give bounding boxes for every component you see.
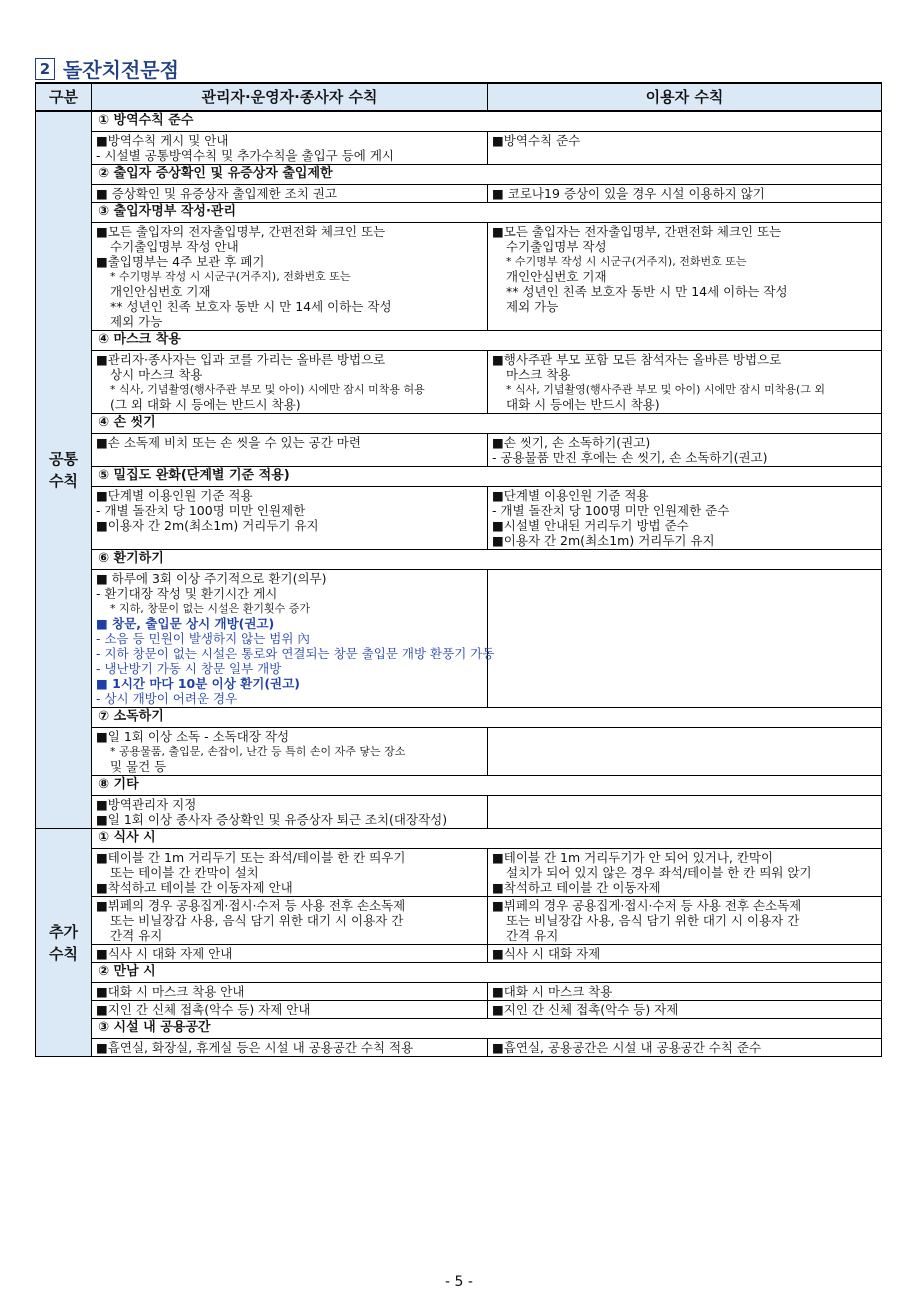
user-rule-cell: [488, 1001, 882, 1019]
rule-line: 수기출입명부 작성 안내: [110, 239, 239, 254]
rule-line: ■이용자 간 2m(최소1m) 거리두기 유지: [492, 533, 715, 548]
rule-line: ■뷔페의 경우 공용집게·접시·수저 등 사용 전후 손소독제: [492, 898, 802, 913]
user-rule-cell: [488, 849, 882, 897]
rule-line: * 지하, 창문이 없는 시설은 환기횟수 증가: [110, 602, 310, 615]
rule-line: ■모든 출입자는 전자출입명부, 간편전화 체크인 또는: [492, 224, 782, 239]
rule-line: 수기출입명부 작성: [506, 239, 607, 254]
rule-line: 간격 유지: [110, 928, 163, 943]
manager-rule-cell: [92, 1001, 488, 1019]
rule-line: ■ 창문, 출입문 상시 개방(권고): [96, 616, 275, 631]
section-row: [36, 829, 882, 849]
rule-line: 대화 시 등에는 반드시 착용): [506, 397, 660, 412]
user-rule-cell: [488, 728, 882, 776]
rule-line: ■일 1회 이상 소독 - 소독대장 작성: [96, 729, 290, 744]
rule-line: - 상시 개방이 어려운 경우: [96, 691, 238, 706]
user-rule-cell: [488, 983, 882, 1001]
user-rule-cell: [488, 132, 882, 165]
section-title-text: 돌잔치전문점: [63, 58, 179, 82]
category-cell: [36, 829, 92, 1057]
rule-line: ■ 하루에 3회 이상 주기적으로 환기(의무): [96, 571, 327, 586]
rule-line: ■이용자 간 2m(최소1m) 거리두기 유지: [96, 518, 319, 533]
user-rule-cell: [488, 945, 882, 963]
section-heading: ② 만남 시: [92, 963, 882, 983]
rule-line: ■단계별 이용인원 기준 적용: [96, 488, 253, 503]
category-label: 추가: [49, 922, 78, 941]
rules-table: [35, 82, 882, 1057]
rule-line: 또는 테이블 간 칸막이 설치: [110, 865, 259, 880]
rule-line: - 시설별 공통방역수칙 및 추가수칙을 출입구 등에 게시: [96, 148, 394, 163]
rule-line: ■손 소독제 비치 또는 손 씻을 수 있는 공간 마련: [96, 435, 361, 450]
manager-rule-cell: [92, 728, 488, 776]
rule-line: ■대화 시 마스크 착용: [492, 984, 613, 999]
section-heading: ④ 마스크 착용: [92, 331, 882, 351]
section-row: [36, 550, 882, 570]
user-rule-cell: [488, 570, 882, 708]
section-row: [36, 331, 882, 351]
section-number-box: 2: [35, 58, 55, 80]
section-row: [36, 467, 882, 487]
rule-row: [36, 728, 882, 776]
rule-line: ■방역관리자 지정: [96, 797, 197, 812]
rule-row: [36, 796, 882, 829]
rule-row: [36, 487, 882, 550]
rule-line: 제외 가능: [506, 299, 559, 314]
header-manager-rules: 관리자·운영자·종사자 수칙: [92, 83, 488, 111]
manager-rule-cell: [92, 796, 488, 829]
section-row: [36, 963, 882, 983]
rule-line: ■단계별 이용인원 기준 적용: [492, 488, 649, 503]
manager-rule-cell: [92, 1039, 488, 1057]
rule-line: 간격 유지: [506, 928, 559, 943]
rule-line: ■모든 출입자의 전자출입명부, 간편전화 체크인 또는: [96, 224, 386, 239]
user-rule-cell: [488, 185, 882, 203]
rule-row: [36, 983, 882, 1001]
rule-line: ■대화 시 마스크 착용 안내: [96, 984, 245, 999]
rule-row: [36, 132, 882, 165]
rule-line: 상시 마스크 착용: [110, 367, 203, 382]
rule-line: ■ 증상확인 및 유증상자 출입제한 조치 권고: [96, 186, 337, 201]
rule-line: - 소음 등 민원이 발생하지 않는 범위 內: [96, 631, 310, 646]
section-heading: ④ 손 씻기: [92, 414, 882, 434]
rule-line: 및 물건 등: [110, 759, 167, 774]
rule-line: 또는 비닐장갑 사용, 음식 담기 위한 대기 시 이용자 간: [506, 913, 800, 928]
rule-line: ■흡연실, 화장실, 휴게실 등은 시설 내 공용공간 수칙 적용: [96, 1040, 414, 1055]
user-rule-cell: [488, 1039, 882, 1057]
user-rule-cell: [488, 434, 882, 467]
rule-line: ■식사 시 대화 자제 안내: [96, 946, 233, 961]
rule-row: [36, 351, 882, 414]
user-rule-cell: [488, 487, 882, 550]
rule-row: [36, 897, 882, 945]
category-label: 수칙: [49, 472, 78, 490]
user-rule-cell: [488, 223, 882, 331]
rule-line: * 공용물품, 출입문, 손잡이, 난간 등 특히 손이 자주 닿는 장소: [110, 745, 406, 758]
section-heading: ① 식사 시: [92, 829, 882, 849]
category-cell: [36, 111, 92, 829]
rule-row: [36, 223, 882, 331]
rule-row: [36, 849, 882, 897]
category-label: 공통: [49, 450, 78, 468]
category-label: 수칙: [49, 944, 78, 963]
rule-line: ■ 코로나19 증상이 있을 경우 시설 이용하지 않기: [492, 186, 765, 201]
rule-line: ■손 씻기, 손 소독하기(권고): [492, 435, 651, 450]
rule-line: 개인안심번호 기재: [110, 284, 211, 299]
section-heading: ⑦ 소독하기: [92, 708, 882, 728]
section-heading: ③ 출입자명부 작성·관리: [92, 203, 882, 223]
page-number: - 5 -: [445, 1274, 473, 1290]
section-heading: ⑤ 밀집도 완화(단계별 기준 적용): [92, 467, 882, 487]
rule-line: ■출입명부는 4주 보관 후 폐기: [96, 254, 265, 269]
rule-line: 또는 비닐장갑 사용, 음식 담기 위한 대기 시 이용자 간: [110, 913, 404, 928]
section-row: [36, 1019, 882, 1039]
rule-line: ■테이블 간 1m 거리두기 또는 좌석/테이블 한 칸 띄우기: [96, 850, 406, 865]
manager-rule-cell: [92, 487, 488, 550]
rule-line: 제외 가능: [110, 314, 163, 329]
rule-line: ■착석하고 테이블 간 이동자제 안내: [96, 880, 293, 895]
rule-line: ■흡연실, 공용공간은 시설 내 공용공간 수칙 준수: [492, 1040, 762, 1055]
manager-rule-cell: [92, 897, 488, 945]
rule-line: * 수기명부 작성 시 시군구(거주지), 전화번호 또는: [506, 255, 747, 268]
header-category: 구분: [36, 83, 92, 111]
rule-line: ■행사주관 부모 포함 모든 참석자는 올바른 방법으로: [492, 352, 782, 367]
rule-line: ■일 1회 이상 종사자 증상확인 및 유증상자 퇴근 조치(대장작성): [96, 812, 448, 827]
manager-rule-cell: [92, 185, 488, 203]
rule-line: - 환기대장 작성 및 환기시간 게시: [96, 586, 278, 601]
manager-rule-cell: [92, 132, 488, 165]
manager-rule-cell: [92, 434, 488, 467]
section-row: [36, 414, 882, 434]
rule-line: ** 성년인 친족 보호자 동반 시 만 14세 이하는 작성: [110, 299, 392, 314]
rule-line: (그 외 대화 시 등에는 반드시 착용): [110, 397, 301, 412]
section-heading: ⑥ 환기하기: [92, 550, 882, 570]
rule-line: * 식사, 기념촬영(행사주관 부모 및 아이) 시에만 잠시 미착용 허용: [110, 383, 425, 396]
rule-line: ■식사 시 대화 자제: [492, 946, 601, 961]
rule-row: [36, 434, 882, 467]
rule-line: 개인안심번호 기재: [506, 269, 607, 284]
section-heading: ① 방역수칙 준수: [92, 111, 882, 132]
rule-line: ■방역수칙 준수: [492, 133, 581, 148]
rule-row: [36, 1001, 882, 1019]
manager-rule-cell: [92, 945, 488, 963]
section-row: [36, 776, 882, 796]
rule-line: 마스크 착용: [506, 367, 571, 382]
rule-row: [36, 945, 882, 963]
manager-rule-cell: [92, 849, 488, 897]
rule-line: - 냉난방기 가동 시 창문 일부 개방: [96, 661, 282, 676]
rule-line: * 식사, 기념촬영(행사주관 부모 및 아이) 시에만 잠시 미착용(그 외: [506, 383, 825, 396]
rule-line: ■지인 간 신체 접촉(악수 등) 자제: [492, 1002, 679, 1017]
rule-line: ■ 1시간 마다 10분 이상 환기(권고): [96, 676, 300, 691]
rule-line: - 개별 돌잔치 당 100명 미만 인원제한 준수: [492, 503, 730, 518]
rule-line: ■테이블 간 1m 거리두기가 안 되어 있거나, 칸막이: [492, 850, 774, 865]
rule-line: 설치가 되어 있지 않은 경우 좌석/테이블 한 칸 띄워 앉기: [506, 865, 812, 880]
user-rule-cell: [488, 351, 882, 414]
section-row: [36, 111, 882, 132]
rule-line: ■뷔페의 경우 공용집게·접시·수저 등 사용 전후 손소독제: [96, 898, 406, 913]
rule-line: ■시설별 안내된 거리두기 방법 준수: [492, 518, 689, 533]
rule-row: [36, 185, 882, 203]
user-rule-cell: [488, 897, 882, 945]
user-rule-cell: [488, 796, 882, 829]
rule-line: ■관리자·종사자는 입과 코를 가리는 올바른 방법으로: [96, 352, 386, 367]
manager-rule-cell: [92, 570, 495, 708]
rule-line: ■지인 간 신체 접촉(악수 등) 자제 안내: [96, 1002, 311, 1017]
rule-row: [36, 1039, 882, 1057]
section-heading: ⑧ 기타: [92, 776, 882, 796]
section-title: [35, 54, 179, 83]
manager-rule-cell: [92, 351, 488, 414]
manager-rule-cell: [92, 223, 488, 331]
header-user-rules: 이용자 수칙: [488, 83, 882, 111]
section-row: [36, 203, 882, 223]
rule-line: - 지하 창문이 없는 시설은 통로와 연결되는 창문 출입문 개방 환풍기 가동: [96, 646, 495, 661]
section-row: [36, 165, 882, 185]
rule-line: ** 성년인 친족 보호자 동반 시 만 14세 이하는 작성: [506, 284, 788, 299]
rule-line: - 공용물품 만진 후에는 손 씻기, 손 소독하기(권고): [492, 450, 768, 465]
section-heading: ③ 시설 내 공용공간: [92, 1019, 882, 1039]
rule-line: ■방역수칙 게시 및 안내: [96, 133, 229, 148]
section-heading: ② 출입자 증상확인 및 유증상자 출입제한: [92, 165, 882, 185]
rule-line: - 개별 돌잔치 당 100명 미만 인원제한: [96, 503, 306, 518]
rule-line: * 수기명부 작성 시 시군구(거주지), 전화번호 또는: [110, 270, 351, 283]
rule-line: ■착석하고 테이블 간 이동자제: [492, 880, 661, 895]
manager-rule-cell: [92, 983, 488, 1001]
section-row: [36, 708, 882, 728]
rule-row: [36, 570, 882, 708]
